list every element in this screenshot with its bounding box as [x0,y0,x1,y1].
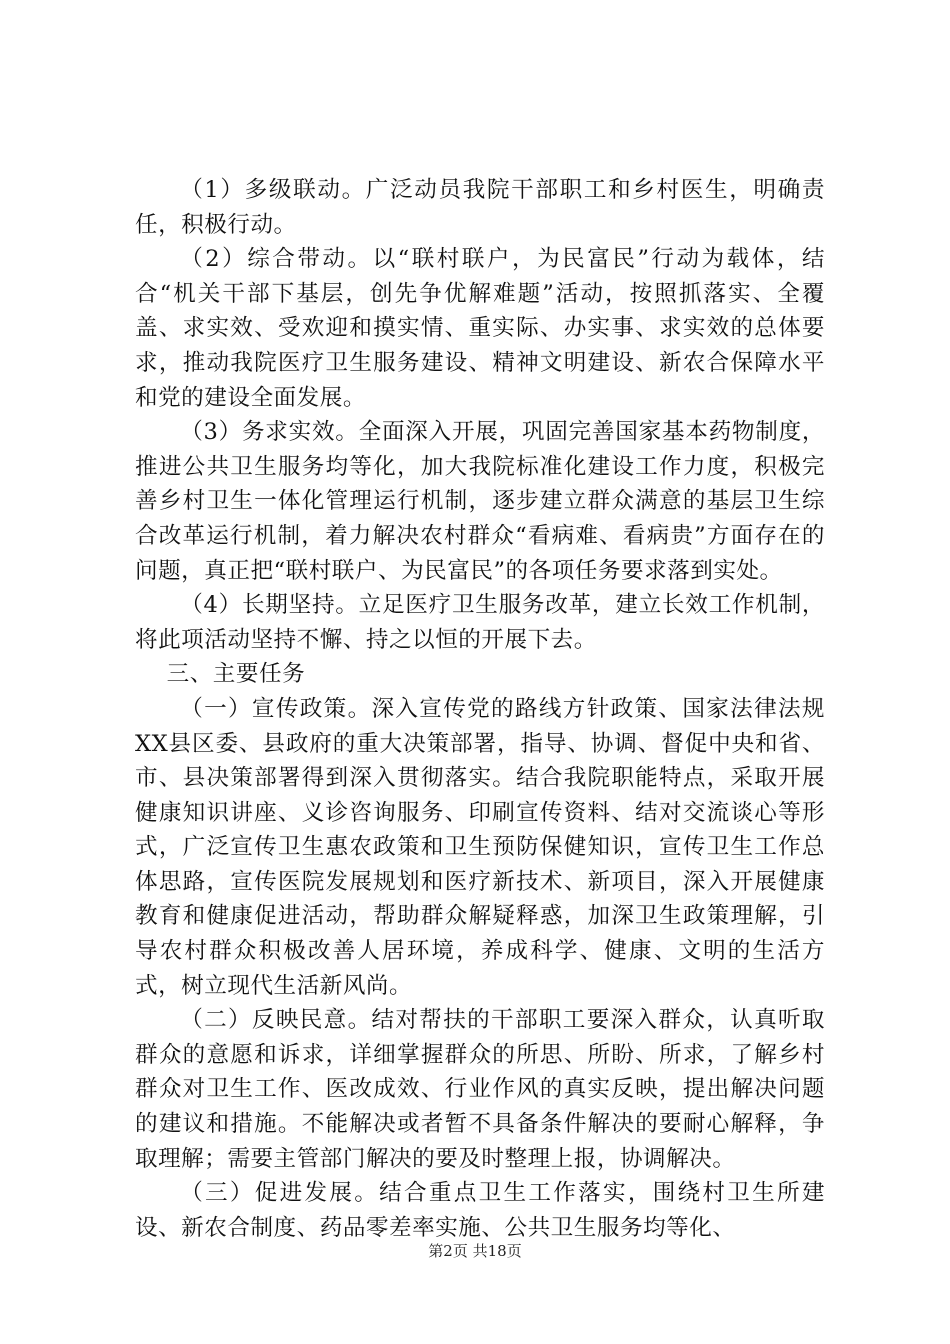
section-heading-main-tasks: 三、主要任务 [166,661,306,688]
paragraph-multi-level-linkage: （1）多级联动。广泛动员我院干部职工和乡村医生，明确责任，积极行动。 [135,177,825,238]
page-number-footer: 第2页 共18页 [428,1242,522,1260]
paragraph-long-term: （4）长期坚持。立足医疗卫生服务改革，建立长效工作机制，将此项活动坚持不懈、持之以恒的开展下去。 [135,592,825,653]
paragraph-publicize-policy: （一）宣传政策。深入宣传党的路线方针政策、国家法律法规XX县区委、县政府的重大决策部署，指导、协调、督促中央和省、市、县决策部署得到深入贯彻落实。结合我院职能特点，采取开展健康知识讲座、义诊咨询服务、印刷宣传资料、结对交流谈心等形式，广泛宣传卫生惠农政策和卫生预防保健知识，宣传卫生工作总体思路，宣传医院发展规划和医疗新技术、新项目，深入开展健康教育和健康促进活动，帮助群众解疑释惑，加深卫生政策理解，引导农村群众积极改善人居环境，养成科学、健康、文明的生活方式，树立现代生活新风尚。 [135,695,825,999]
paragraph-comprehensive-drive: （2）综合带动。以“联村联户，为民富民”行动为载体，结合“机关干部下基层，创先争优解难题”活动，按照抓落实、全覆盖、求实效、受欢迎和摸实情、重实际、办实事、求实效的总体要求，推动我院医疗卫生服务建设、精神文明建设、新农合保障水平和党的建设全面发展。 [135,246,825,411]
paragraph-seek-results: （3）务求实效。全面深入开展，巩固完善国家基本药物制度，推进公共卫生服务均等化，加大我院标准化建设工作力度，积极完善乡村卫生一体化管理运行机制，逐步建立群众满意的基层卫生综合改革运行机制，着力解决农村群众“看病难、看病贵”方面存在的问题，真正把“联村联户、为民富民”的各项任务要求落到实处。 [135,419,825,584]
paragraph-promote-development: （三）促进发展。结合重点卫生工作落实，围绕村卫生所建设、新农合制度、药品零差率实施、公共卫生服务均等化、 [135,1180,825,1241]
paragraph-reflect-public-opinion: （二）反映民意。结对帮扶的干部职工要深入群众，认真听取群众的意愿和诉求，详细掌握群众的所思、所盼、所求，了解乡村群众对卫生工作、医改成效、行业作风的真实反映，提出解决问题的建议和措施。不能解决或者暂不具备条件解决的要耐心解释，争取理解；需要主管部门解决的要及时整理上报，协调解决。 [135,1007,825,1172]
document-body [135,173,825,1245]
